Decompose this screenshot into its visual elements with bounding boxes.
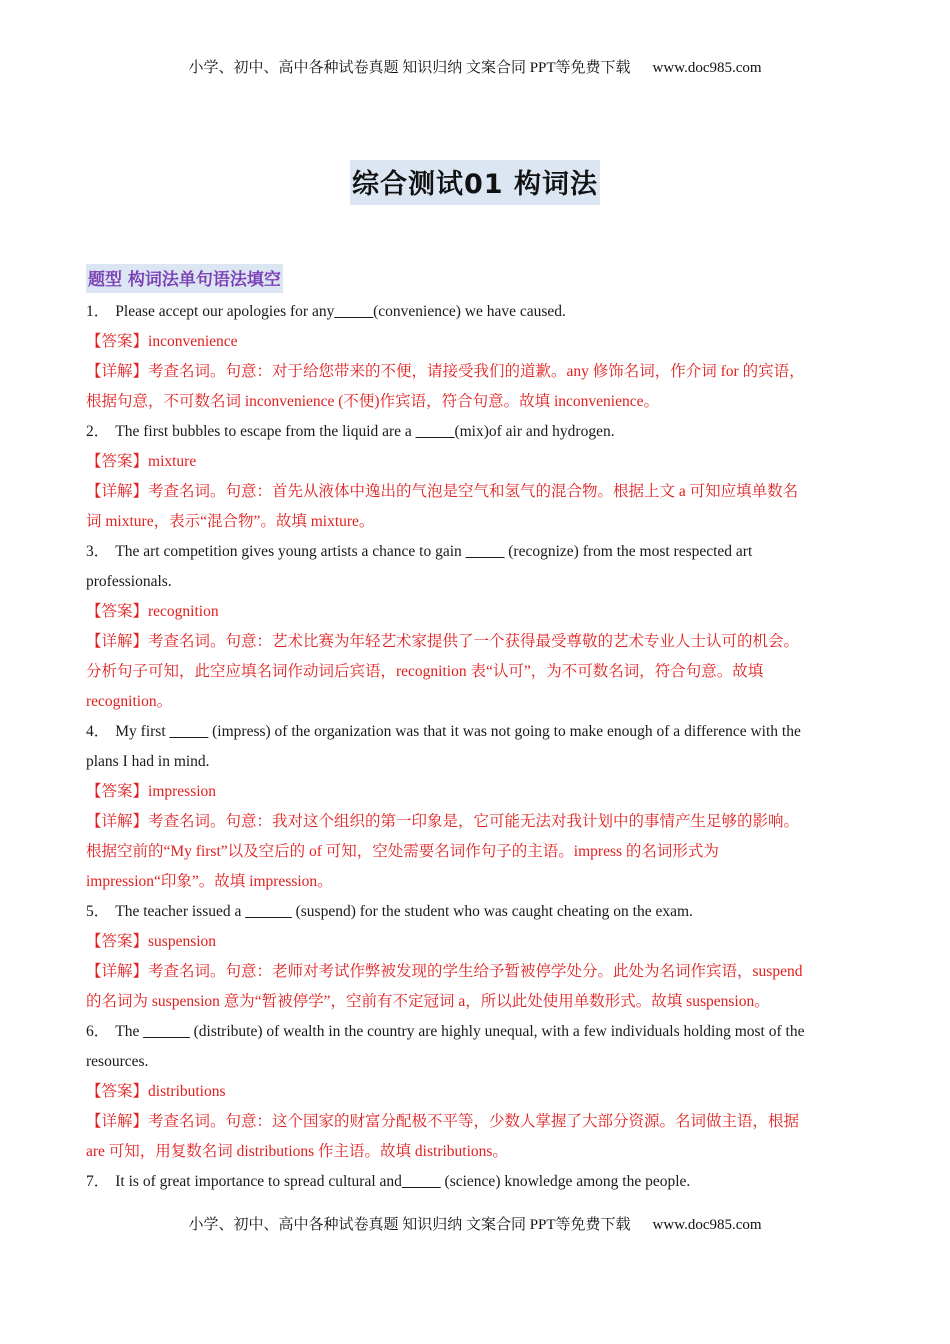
explain-tag: 【详解】 bbox=[86, 363, 149, 380]
answer-blank: _____ bbox=[169, 723, 209, 740]
page-header bbox=[0, 56, 950, 77]
page-title: 综合测试01 构词法 bbox=[350, 160, 600, 205]
answer-tag: 【答案】 bbox=[86, 933, 149, 950]
answer-blank: ______ bbox=[143, 1023, 190, 1040]
question-text-after: (recognize) from the most respected art bbox=[504, 543, 753, 560]
question-3 bbox=[86, 537, 866, 567]
question-text-cont: professionals. bbox=[86, 573, 172, 590]
question-text-after: (impress) of the organization was that it was not going to make enough of a difference with the bbox=[208, 723, 801, 740]
explain-line: impression“印象”。故填 impression。 bbox=[86, 873, 333, 890]
explain-line: 考查名词。句意：我对这个组织的第一印象是，它可能无法对我计划中的事情产生足够的影响。 bbox=[148, 813, 800, 830]
header-url[interactable]: www.doc985.com bbox=[652, 60, 762, 76]
question-text-after: (suspend) for the student who was caught cheating on the exam. bbox=[291, 903, 693, 920]
question-list bbox=[86, 297, 866, 1197]
question-text-before: The bbox=[115, 1023, 144, 1040]
answer-tag: 【答案】 bbox=[86, 453, 149, 470]
question-text-before: The art competition gives young artists a chance to gain bbox=[115, 543, 466, 560]
question-number: 2． bbox=[86, 423, 110, 440]
answer-value: distributions bbox=[148, 1083, 226, 1100]
explain-line: 根据句意，不可数名词 inconvenience (不便)作宾语，符合句意。故填 inconvenience。 bbox=[86, 393, 659, 410]
explanation-5-cont bbox=[86, 987, 866, 1017]
answer-3 bbox=[86, 597, 866, 627]
answer-blank: _____ bbox=[415, 423, 455, 440]
explain-line: 根据空前的“My first”以及空后的 of 可知，空处需要名词作句子的主语。impress 的名词形式为 bbox=[86, 843, 719, 860]
explanation-5 bbox=[86, 957, 866, 987]
question-6-cont bbox=[86, 1047, 866, 1077]
question-number: 3． bbox=[86, 543, 110, 560]
question-text-before: The first bubbles to escape from the liquid are a bbox=[115, 423, 416, 440]
explain-line: are 可知，用复数名词 distributions 作主语。故填 distributions。 bbox=[86, 1143, 508, 1160]
question-number: 1． bbox=[86, 303, 110, 320]
question-6 bbox=[86, 1017, 866, 1047]
explain-line: 的名词为 suspension 意为“暂被停学”，空前有不定冠词 a，所以此处使用单数形式。故填 suspension。 bbox=[86, 993, 770, 1010]
answer-blank: _____ bbox=[334, 303, 374, 320]
explain-line: 考查名词。句意：这个国家的财富分配极不平等，少数人掌握了大部分资源。名词做主语，根据 bbox=[148, 1113, 800, 1130]
explanation-1 bbox=[86, 357, 866, 387]
explanation-1-cont bbox=[86, 387, 866, 417]
explain-line: recognition。 bbox=[86, 693, 173, 710]
question-1 bbox=[86, 297, 866, 327]
question-text-after: (convenience) we have caused. bbox=[373, 303, 566, 320]
answer-5 bbox=[86, 927, 866, 957]
question-4 bbox=[86, 717, 866, 747]
question-text-after: (mix)of air and hydrogen. bbox=[454, 423, 615, 440]
explanation-4-cont2 bbox=[86, 867, 866, 897]
answer-value: mixture bbox=[148, 453, 197, 470]
explain-tag: 【详解】 bbox=[86, 963, 149, 980]
question-text-after: (distribute) of wealth in the country are highly unequal, with a few individuals holding most of the bbox=[189, 1023, 805, 1040]
explain-line: 考查名词。句意：首先从液体中逸出的气泡是空气和氢气的混合物。根据上文 a 可知应填单数名 bbox=[148, 483, 799, 500]
question-text-cont: resources. bbox=[86, 1053, 149, 1070]
explain-tag: 【详解】 bbox=[86, 1113, 149, 1130]
explain-tag: 【详解】 bbox=[86, 813, 149, 830]
explanation-4-cont bbox=[86, 837, 866, 867]
header-text: 小学、初中、高中各种试卷真题 知识归纳 文案合同 PPT等免费下载 bbox=[188, 60, 631, 76]
explanation-2 bbox=[86, 477, 866, 507]
answer-6 bbox=[86, 1077, 866, 1107]
explanation-3-cont2 bbox=[86, 687, 866, 717]
explanation-6-cont bbox=[86, 1137, 866, 1167]
explanation-2-cont bbox=[86, 507, 866, 537]
explain-line: 分析句子可知，此空应填名词作动词后宾语，recognition 表“认可”，为不可数名词，符合句意。故填 bbox=[86, 663, 764, 680]
explanation-4 bbox=[86, 807, 866, 837]
question-text-cont: plans I had in mind. bbox=[86, 753, 210, 770]
question-text-after: (science) knowledge among the people. bbox=[440, 1173, 691, 1190]
question-number: 5． bbox=[86, 903, 110, 920]
section-heading: 题型 构词法单句语法填空 bbox=[86, 264, 283, 293]
footer-url[interactable]: www.doc985.com bbox=[652, 1217, 762, 1233]
explain-line: 考查名词。句意：艺术比赛为年轻艺术家提供了一个获得最受尊敬的艺术专业人士认可的机会。 bbox=[148, 633, 800, 650]
explain-line: 考查名词。句意：对于给您带来的不便，请接受我们的道歉。any 修饰名词，作介词 for 的宾语， bbox=[148, 363, 805, 380]
question-text-before: The teacher issued a bbox=[115, 903, 246, 920]
question-5 bbox=[86, 897, 866, 927]
answer-value: recognition bbox=[148, 603, 219, 620]
explain-line: 词 mixture，表示“混合物”。故填 mixture。 bbox=[86, 513, 375, 530]
explanation-3-cont bbox=[86, 657, 866, 687]
answer-4 bbox=[86, 777, 866, 807]
answer-tag: 【答案】 bbox=[86, 783, 149, 800]
question-text-before: My first bbox=[115, 723, 170, 740]
explain-tag: 【详解】 bbox=[86, 633, 149, 650]
answer-tag: 【答案】 bbox=[86, 333, 149, 350]
question-4-cont bbox=[86, 747, 866, 777]
explain-tag: 【详解】 bbox=[86, 483, 149, 500]
footer-text: 小学、初中、高中各种试卷真题 知识归纳 文案合同 PPT等免费下载 bbox=[188, 1217, 631, 1233]
answer-blank: ______ bbox=[245, 903, 292, 920]
answer-value: inconvenience bbox=[148, 333, 238, 350]
answer-tag: 【答案】 bbox=[86, 603, 149, 620]
question-3-cont bbox=[86, 567, 866, 597]
answer-tag: 【答案】 bbox=[86, 1083, 149, 1100]
explanation-3 bbox=[86, 627, 866, 657]
question-7 bbox=[86, 1167, 866, 1197]
title-wrap bbox=[0, 160, 950, 205]
answer-blank: _____ bbox=[465, 543, 505, 560]
answer-blank: _____ bbox=[401, 1173, 441, 1190]
answer-value: suspension bbox=[148, 933, 217, 950]
explanation-6 bbox=[86, 1107, 866, 1137]
question-number: 4． bbox=[86, 723, 110, 740]
page-footer bbox=[0, 1213, 950, 1234]
question-number: 7． bbox=[86, 1173, 110, 1190]
explain-line: 考查名词。句意：老师对考试作弊被发现的学生给予暂被停学处分。此处为名词作宾语，suspend bbox=[148, 963, 803, 980]
answer-1 bbox=[86, 327, 866, 357]
question-text-before: It is of great importance to spread cultural and bbox=[115, 1173, 402, 1190]
answer-2 bbox=[86, 447, 866, 477]
question-text-before: Please accept our apologies for any bbox=[115, 303, 335, 320]
question-2 bbox=[86, 417, 866, 447]
question-number: 6． bbox=[86, 1023, 110, 1040]
answer-value: impression bbox=[148, 783, 217, 800]
